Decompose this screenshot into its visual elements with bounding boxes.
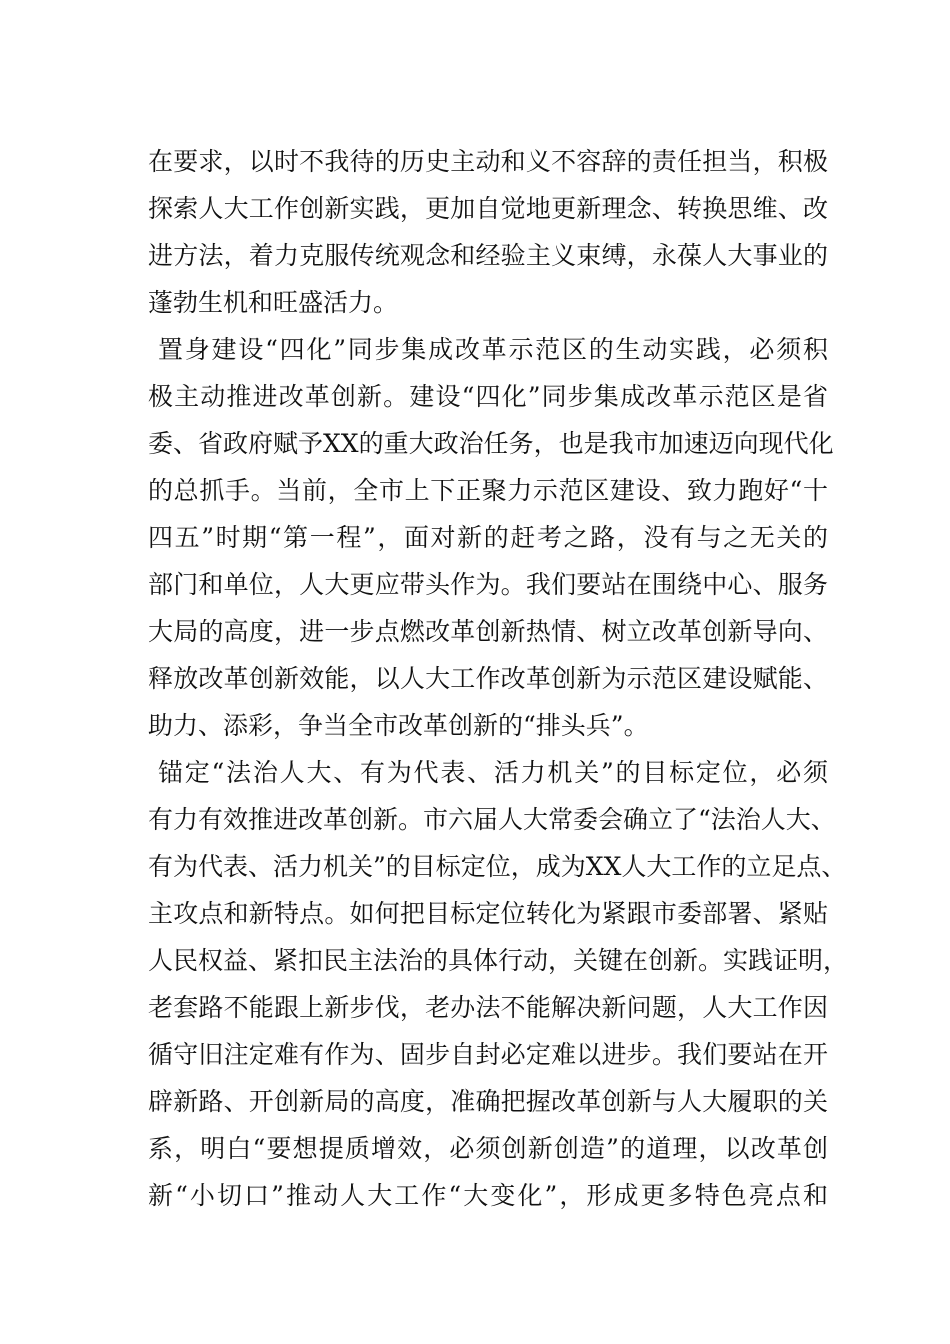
- paragraph-start-line: 锚定“法治人大、有为代表、活力机关”的目标定位，必须: [158, 758, 828, 787]
- text-line: 循守旧注定难有作为、固步自封必定难以进步。我们要站在开: [148, 1040, 828, 1069]
- text-line: 主攻点和新特点。如何把目标定位转化为紧跟市委部署、紧贴: [148, 899, 828, 928]
- text-line: 进方法，着力克服传统观念和经验主义束缚，永葆人大事业的: [148, 241, 828, 270]
- text-line: 部门和单位，人大更应带头作为。我们要站在围绕中心、服务: [148, 570, 828, 599]
- text-line: 辟新路、开创新局的高度，准确把握改革创新与人大履职的关: [148, 1087, 828, 1116]
- text-line: 新“小切口”推动人大工作“大变化”，形成更多特色亮点和: [148, 1181, 828, 1210]
- text-line: 在要求，以时不我待的历史主动和义不容辞的责任担当，积极: [148, 147, 828, 176]
- paragraph-start-line: 置身建设“四化”同步集成改革示范区的生动实践，必须积: [158, 335, 828, 364]
- text-line: 释放改革创新效能，以人大工作改革创新为示范区建设赋能、: [148, 664, 828, 693]
- text-line: 委、省政府赋予XX的重大政治任务，也是我市加速迈向现代化: [148, 429, 834, 458]
- text-line: 探索人大工作创新实践，更加自觉地更新理念、转换思维、改: [148, 194, 828, 223]
- text-line: 有为代表、活力机关”的目标定位，成为XX人大工作的立足点、: [148, 852, 847, 881]
- text-line: 助力、添彩，争当全市改革创新的“排头兵”。: [148, 711, 649, 740]
- text-line: 的总抓手。当前，全市上下正聚力示范区建设、致力跑好“十: [148, 476, 828, 505]
- text-line: 蓬勃生机和旺盛活力。: [148, 288, 399, 317]
- text-line: 有力有效推进改革创新。市六届人大常委会确立了“法治人大、: [148, 805, 836, 834]
- text-line: 极主动推进改革创新。建设“四化”同步集成改革示范区是省: [148, 382, 828, 411]
- text-line: 四五”时期“第一程”，面对新的赶考之路，没有与之无关的: [148, 523, 828, 552]
- text-line: 大局的高度，进一步点燃改革创新热情、树立改革创新导向、: [148, 617, 828, 646]
- text-line: 老套路不能跟上新步伐，老办法不能解决新问题，人大工作因: [148, 993, 828, 1022]
- text-line: 系，明白“要想提质增效，必须创新创造”的道理，以改革创: [148, 1134, 828, 1163]
- text-line: 人民权益、紧扣民主法治的具体行动，关键在创新。实践证明，: [148, 946, 849, 975]
